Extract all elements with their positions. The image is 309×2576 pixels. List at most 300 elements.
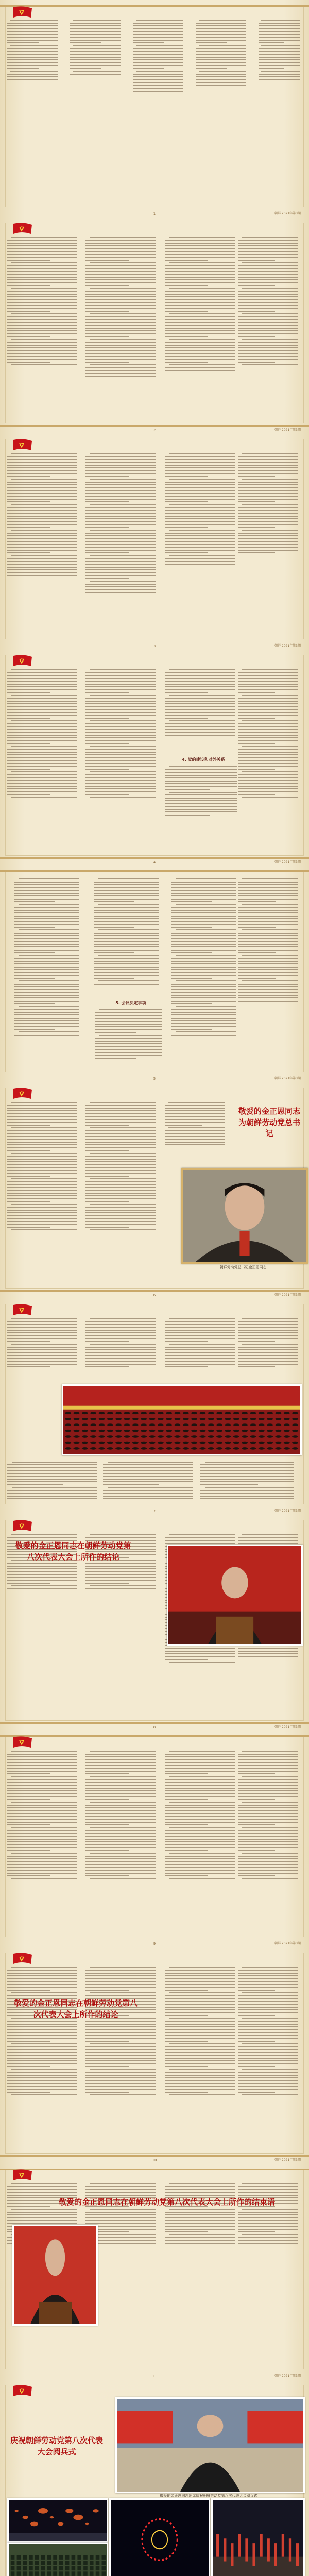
text-line: [165, 1116, 225, 1117]
text-line: [85, 718, 129, 719]
text-line: [7, 1164, 77, 1165]
text-line: [165, 353, 235, 354]
text-line: [95, 1026, 162, 1027]
text-line: [85, 248, 156, 249]
text-line: [238, 774, 298, 775]
text-line: [169, 339, 235, 340]
text-line: [70, 28, 121, 29]
text-line: [14, 958, 79, 959]
text-line: [165, 296, 235, 297]
text-line: [238, 1975, 298, 1976]
text-line: [238, 245, 298, 246]
text-line: [171, 912, 236, 913]
text-line: [85, 1978, 156, 1979]
text-line: [171, 907, 236, 908]
text-line: [7, 1195, 77, 1196]
text-line: [165, 521, 235, 522]
text-line: [238, 2024, 298, 2025]
text-line: [238, 749, 298, 750]
text-line: [242, 980, 298, 981]
text-line: [85, 2195, 156, 2196]
text-line: [14, 912, 79, 913]
text-line: [90, 720, 156, 721]
text-line: [90, 581, 156, 582]
text-line: [259, 34, 300, 35]
text-line: [165, 1805, 235, 1806]
text-line: [165, 362, 208, 363]
text-line: [242, 262, 298, 263]
text-line: [7, 1810, 77, 1811]
text-line: [85, 777, 156, 778]
text-line: [259, 23, 300, 24]
text-line: [85, 1799, 129, 1800]
text-line: [165, 1537, 235, 1538]
text-line: [7, 484, 77, 485]
text-line: [7, 783, 77, 784]
page-number: 4: [153, 860, 156, 865]
text-line: [200, 1481, 294, 1482]
text-line: [85, 342, 156, 343]
text-line: [12, 1487, 97, 1488]
text-line: [7, 1975, 77, 1976]
text-line: [85, 521, 156, 522]
text-line: [7, 723, 77, 724]
text-line: [94, 890, 159, 891]
text-line: [85, 1139, 156, 1140]
text-column-2: [85, 669, 156, 800]
text-line: [85, 729, 156, 730]
text-line: [136, 71, 183, 72]
text-line: [7, 1130, 77, 1131]
text-line: [7, 1464, 97, 1465]
text-line: [238, 995, 298, 996]
text-line: [85, 2063, 156, 2064]
text-line: [85, 524, 156, 525]
text-line: [14, 946, 79, 947]
text-line: [165, 518, 235, 519]
text-line: [14, 1020, 79, 1021]
text-line: [238, 2092, 275, 2093]
text-line: [238, 786, 298, 787]
text-line: [238, 1543, 298, 1544]
text-line: [70, 51, 121, 52]
text-line: [238, 1537, 298, 1538]
party-flag-icon: [12, 655, 33, 667]
text-line: [85, 2186, 156, 2187]
text-column-4: [238, 2183, 298, 2246]
text-line: [238, 507, 298, 508]
text-line: [165, 2212, 235, 2213]
text-line: [196, 48, 246, 49]
text-line: [238, 692, 275, 693]
text-line: [259, 51, 300, 52]
text-line: [85, 703, 156, 704]
text-line: [90, 1827, 156, 1828]
text-line: [7, 296, 77, 297]
text-line: [7, 1139, 77, 1140]
text-line: [7, 718, 50, 719]
text-line: [165, 718, 208, 719]
text-line: [7, 1813, 77, 1814]
text-line: [238, 1773, 275, 1774]
photo-fireworks: [109, 2498, 210, 2576]
text-line: [85, 1779, 156, 1780]
text-line: [165, 1824, 208, 1825]
text-line: [85, 1987, 156, 1988]
text-line: [85, 476, 129, 477]
text-line: [171, 910, 236, 911]
text-line: [7, 754, 77, 755]
text-line: [7, 1349, 77, 1350]
text-line: [7, 2060, 77, 2061]
text-line: [238, 757, 298, 758]
text-column-3: [165, 1102, 225, 1147]
text-line: [7, 37, 58, 38]
text-line: [171, 992, 236, 993]
text-line: [85, 1588, 156, 1589]
text-line: [238, 2052, 298, 2053]
text-line: [165, 2049, 235, 2050]
text-line: [85, 1839, 156, 1840]
text-line: [90, 1178, 156, 1179]
text-line: [85, 737, 156, 738]
text-line: [165, 294, 235, 295]
text-line: [85, 783, 156, 784]
text-line: [165, 459, 235, 460]
text-line: [7, 2029, 77, 2030]
text-line: [19, 980, 79, 981]
text-line: [238, 672, 298, 673]
text-line: [7, 1181, 77, 1182]
photo-plaza: [211, 2498, 305, 2576]
text-line: [94, 967, 159, 968]
text-line: [165, 1841, 235, 1842]
text-line: [165, 319, 235, 320]
text-line: [165, 698, 235, 699]
text-line: [261, 45, 300, 46]
text-line: [169, 669, 235, 670]
text-line: [165, 552, 208, 553]
text-column-2: [85, 1102, 156, 1232]
text-line: [7, 1113, 77, 1114]
text-line: [165, 1108, 225, 1109]
page-header-rule: [0, 1946, 309, 1953]
text-line: [85, 305, 156, 306]
text-line: [238, 2237, 298, 2238]
text-line: [171, 1003, 212, 1004]
text-line: [85, 1870, 156, 1871]
text-line: [94, 963, 159, 964]
text-line: [19, 955, 79, 956]
text-line: [85, 2035, 156, 2036]
text-line: [85, 1788, 156, 1789]
text-line: [238, 510, 298, 511]
text-line: [85, 1807, 156, 1808]
text-line: [238, 1793, 298, 1794]
text-line: [7, 2195, 77, 2196]
text-line: [242, 2069, 298, 2070]
text-line: [10, 45, 58, 46]
text-line: [238, 353, 298, 354]
text-line: [14, 989, 79, 990]
text-line: [85, 547, 156, 548]
text-line: [259, 28, 300, 29]
text-column-4: [238, 1318, 298, 1369]
text-line: [85, 2024, 156, 2025]
text-line: [7, 737, 77, 738]
text-line: [85, 552, 129, 553]
text-line: [238, 754, 298, 755]
text-line: [171, 952, 212, 953]
text-line: [165, 501, 208, 502]
text-line: [95, 1052, 162, 1053]
text-line: [238, 1830, 298, 1831]
text-line: [7, 1756, 77, 1757]
text-line: [238, 533, 298, 534]
text-line: [85, 1856, 156, 1857]
text-line: [85, 561, 156, 562]
text-line: [165, 1975, 235, 1976]
text-line: [238, 1987, 298, 1988]
text-line: [90, 1878, 156, 1879]
text-line: [85, 490, 156, 491]
text-line: [7, 40, 58, 41]
text-line: [7, 467, 77, 468]
text-line: [90, 1776, 156, 1777]
photo-podium: [167, 1545, 303, 1646]
text-line: [85, 1805, 156, 1806]
text-line: [169, 1992, 235, 1993]
text-line: [238, 2214, 298, 2215]
text-line: [196, 82, 246, 83]
text-line: [7, 1358, 77, 1359]
text-line: [7, 1493, 97, 1494]
text-line: [14, 969, 79, 970]
text-line: [242, 1967, 298, 1968]
text-line: [73, 71, 121, 72]
text-line: [95, 1018, 162, 1019]
text-line: [7, 788, 77, 789]
text-line: [94, 893, 159, 894]
text-line: [169, 1853, 235, 1854]
text-line: [90, 1534, 156, 1535]
text-line: [169, 2018, 235, 2019]
text-line: [7, 248, 77, 249]
text-line: [85, 791, 156, 792]
text-line: [11, 2094, 77, 2095]
text-line: [196, 59, 246, 60]
text-line: [242, 746, 298, 747]
text-line: [85, 1349, 156, 1350]
text-line: [238, 933, 298, 934]
text-line: [14, 992, 79, 993]
text-line: [133, 31, 183, 32]
text-line: [165, 2083, 235, 2084]
text-line: [238, 887, 298, 888]
text-line: [103, 1484, 159, 1485]
text-line: [169, 695, 235, 696]
footer-text: 朝鲜 2021年第3期: [274, 1725, 301, 1729]
text-line: [94, 952, 134, 953]
text-line: [238, 1341, 275, 1342]
party-flag-icon: [12, 223, 33, 235]
text-line: [98, 980, 159, 981]
text-line: [85, 2041, 129, 2042]
text-line: [85, 681, 156, 682]
text-line: [90, 2043, 156, 2044]
text-line: [238, 794, 275, 795]
text-line: [238, 899, 298, 900]
text-line: [85, 271, 156, 272]
text-line: [14, 1003, 55, 1004]
text-line: [19, 904, 79, 905]
text-line: [85, 470, 156, 471]
text-line: [196, 42, 227, 43]
text-line: [238, 274, 298, 275]
text-line: [7, 245, 77, 246]
text-line: [103, 1493, 193, 1494]
text-line: [171, 975, 236, 976]
text-line: [11, 1204, 77, 1205]
text-line: [169, 237, 235, 238]
text-line: [85, 1125, 129, 1126]
text-line: [165, 308, 235, 309]
text-line: [238, 1349, 298, 1350]
text-line: [90, 1344, 156, 1345]
text-line: [259, 68, 284, 69]
text-line: [171, 958, 236, 959]
text-line: [171, 1001, 236, 1002]
text-line: [14, 901, 55, 902]
text-line: [165, 274, 235, 275]
text-column-1: [7, 20, 58, 82]
text-line: [259, 31, 300, 32]
text-line: [7, 316, 77, 317]
text-line: [171, 901, 212, 902]
text-line: [7, 561, 77, 562]
text-line: [238, 359, 298, 360]
text-line: [196, 76, 246, 77]
text-line: [90, 695, 156, 696]
text-line: [7, 473, 77, 474]
text-line: [238, 791, 298, 792]
text-line: [85, 538, 156, 539]
bottom-text-column-3: [200, 1462, 294, 1501]
text-line: [90, 2209, 156, 2210]
text-line: [238, 2021, 298, 2022]
text-line: [85, 487, 156, 488]
text-line: [242, 669, 298, 670]
text-line: [7, 1856, 77, 1857]
text-line: [7, 1473, 97, 1474]
text-line: [85, 1195, 156, 1196]
text-line: [94, 938, 159, 939]
text-line: [165, 2231, 208, 2232]
text-line: [165, 2052, 235, 2053]
text-line: [11, 771, 77, 772]
text-line: [103, 1467, 193, 1468]
text-line: [165, 1358, 235, 1359]
text-column-2: [85, 1318, 156, 1369]
text-line: [242, 530, 298, 531]
text-line: [85, 1833, 156, 1834]
text-line: [85, 1122, 156, 1123]
text-line: [85, 2223, 156, 2224]
text-line: [7, 2220, 77, 2221]
text-line: [11, 288, 77, 289]
text-line: [85, 712, 156, 713]
text-line: [165, 769, 237, 770]
text-line: [14, 952, 55, 953]
text-line: [7, 257, 77, 258]
text-line: [7, 1227, 50, 1228]
text-line: [85, 1338, 156, 1339]
text-line: [7, 347, 77, 348]
text-line: [7, 1816, 77, 1817]
text-line: [7, 54, 58, 55]
page-number: 1: [153, 211, 156, 216]
text-line: [7, 1981, 77, 1982]
text-line: [7, 470, 77, 471]
text-line: [95, 1029, 162, 1030]
text-line: [165, 1836, 235, 1837]
text-line: [165, 473, 235, 474]
text-line: [85, 749, 156, 750]
text-line: [171, 884, 236, 885]
text-line: [85, 513, 156, 514]
text-line: [165, 240, 235, 241]
text-line: [169, 2069, 235, 2070]
text-line: [238, 910, 298, 911]
text-line: [259, 42, 284, 43]
text-line: [85, 1156, 156, 1157]
text-line: [200, 1467, 294, 1468]
text-line: [171, 1029, 212, 1030]
text-line: [165, 257, 235, 258]
text-line: [11, 1229, 77, 1230]
text-line: [85, 1193, 156, 1194]
text-line: [238, 681, 298, 682]
text-line: [259, 59, 300, 60]
text-line: [196, 37, 246, 38]
text-line: [85, 1181, 156, 1182]
text-column-4: [238, 453, 298, 555]
text-line: [165, 723, 235, 724]
text-line: [238, 465, 298, 466]
text-line: [165, 1122, 225, 1123]
text-line: [238, 322, 298, 323]
text-line: [165, 1833, 235, 1834]
text-line: [171, 927, 212, 928]
text-line: [171, 989, 236, 990]
text-line: [99, 1009, 162, 1010]
text-line: [7, 459, 77, 460]
text-line: [242, 1992, 298, 1993]
text-line: [242, 1318, 298, 1319]
text-line: [165, 1973, 235, 1974]
text-line: [85, 1759, 156, 1760]
text-line: [238, 944, 298, 945]
text-line: [94, 927, 134, 928]
text-line: [85, 1785, 156, 1786]
text-line: [7, 1332, 77, 1333]
text-line: [238, 783, 298, 784]
page-number: 9: [153, 1941, 156, 1946]
text-line: [70, 59, 121, 60]
text-line: [85, 1580, 156, 1581]
text-line: [7, 2189, 77, 2190]
text-line: [165, 1864, 235, 1865]
